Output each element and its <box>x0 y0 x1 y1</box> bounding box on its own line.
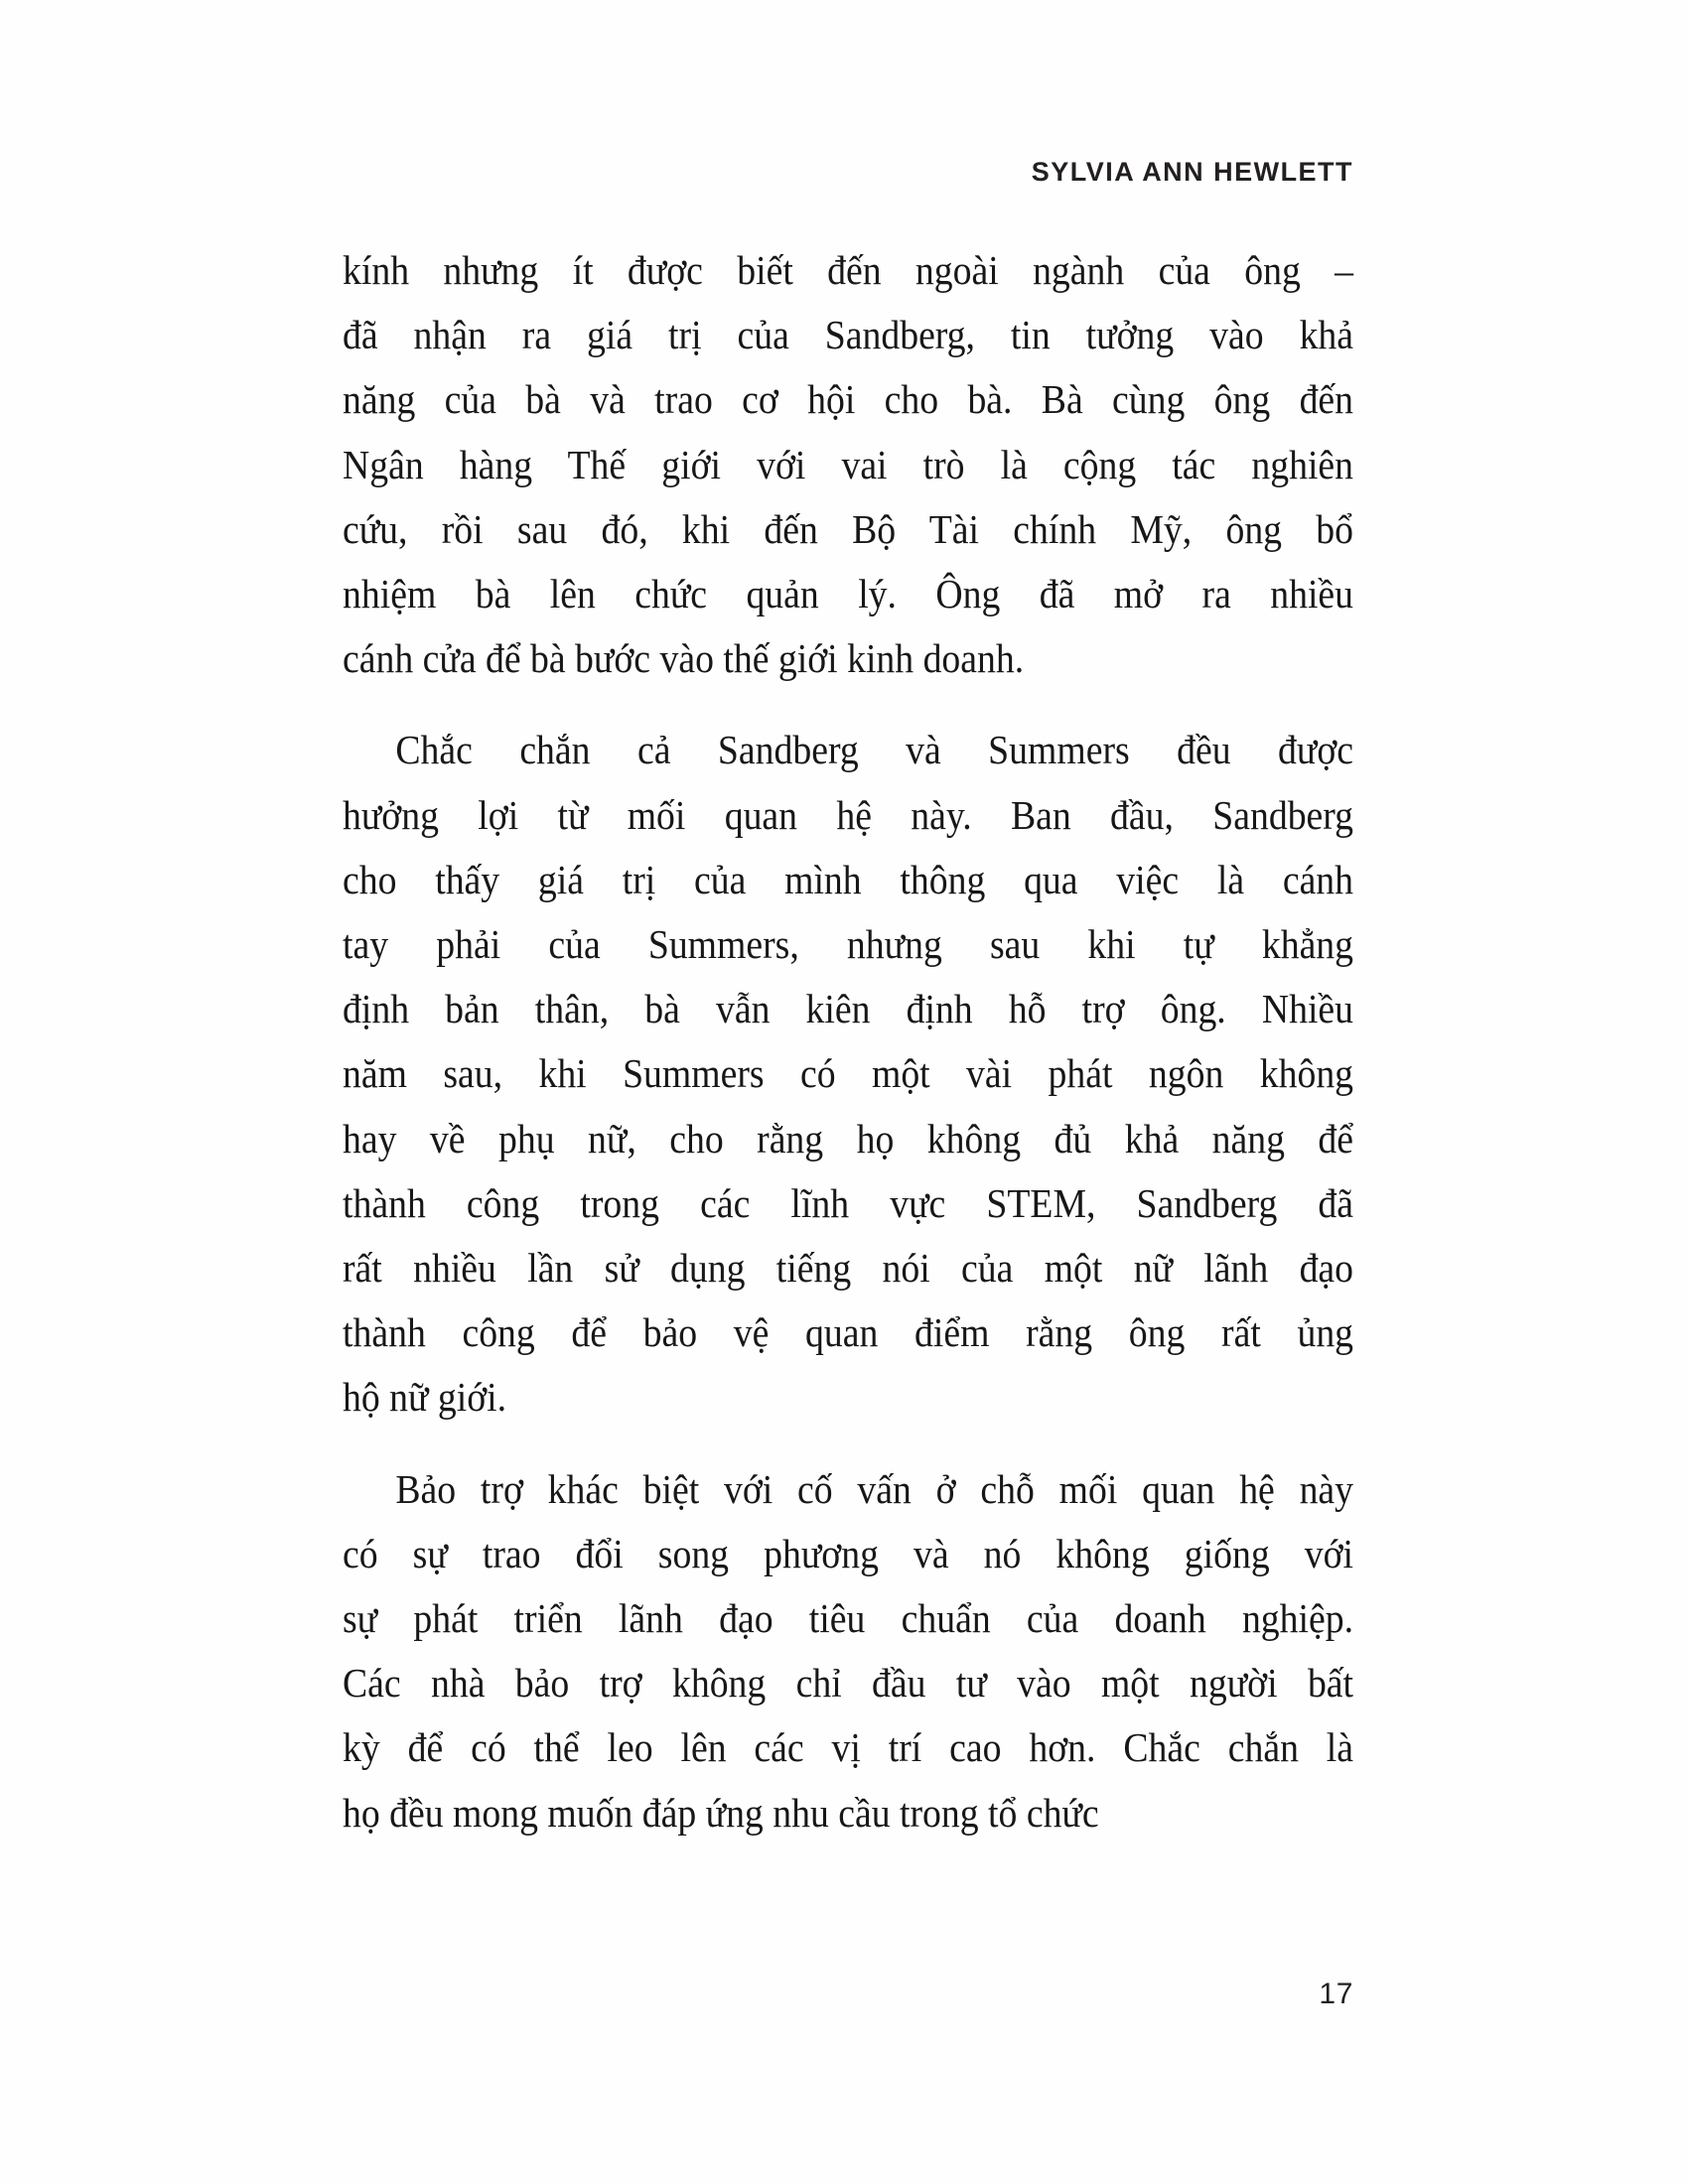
text-line: hộ nữ giới. <box>343 1374 507 1421</box>
text-line: kỳ để có thể leo lên các vị trí cao hơn. Chắc chắn là <box>343 1724 1354 1771</box>
body-text-column <box>343 238 1353 1845</box>
text-line: sự phát triển lãnh đạo tiêu chuẩn của doanh nghiệp. <box>343 1595 1354 1642</box>
text-line: cứu, rồi sau đó, khi đến Bộ Tài chính Mỹ, ông bổ <box>343 505 1354 552</box>
running-head: SYLVIA ANN HEWLETT <box>1031 157 1353 187</box>
text-line: đã nhận ra giá trị của Sandberg, tin tưởng vào khả <box>343 312 1354 358</box>
body-paragraph <box>343 1457 1353 1845</box>
text-line: Ngân hàng Thế giới với vai trò là cộng tác nghiên <box>343 441 1354 487</box>
text-line: tay phải của Summers, nhưng sau khi tự khẳng <box>343 921 1354 968</box>
page-number: 17 <box>1319 1978 1353 2010</box>
text-line: cho thấy giá trị của mình thông qua việc là cánh <box>343 856 1354 902</box>
text-line: hưởng lợi từ mối quan hệ này. Ban đầu, Sandberg <box>343 791 1354 838</box>
text-line: định bản thân, bà vẫn kiên định hỗ trợ ông. Nhiều <box>343 986 1354 1032</box>
text-line: năng của bà và trao cơ hội cho bà. Bà cùng ông đến <box>343 376 1354 423</box>
text-line: thành công để bảo vệ quan điểm rằng ông rất ủng <box>343 1309 1354 1356</box>
text-line: rất nhiều lần sử dụng tiếng nói của một nữ lãnh đạo <box>343 1245 1354 1292</box>
text-line: Các nhà bảo trợ không chỉ đầu tư vào một người bất <box>343 1660 1354 1706</box>
text-line: cánh cửa để bà bước vào thế giới kinh doanh. <box>343 635 1025 682</box>
text-line: thành công trong các lĩnh vực STEM, Sandberg đã <box>343 1179 1354 1226</box>
text-line: Bảo trợ khác biệt với cố vấn ở chỗ mối quan hệ này <box>395 1465 1354 1512</box>
text-line: kính nhưng ít được biết đến ngoài ngành của ông – <box>343 247 1354 293</box>
text-line: năm sau, khi Summers có một vài phát ngôn không <box>343 1050 1354 1097</box>
body-paragraph <box>343 718 1353 1430</box>
body-paragraph <box>343 238 1353 691</box>
text-line: nhiệm bà lên chức quản lý. Ông đã mở ra nhiều <box>343 571 1354 617</box>
text-line: có sự trao đổi song phương và nó không giống với <box>343 1530 1354 1576</box>
text-line: họ đều mong muốn đáp ứng nhu cầu trong tổ chức <box>343 1789 1099 1836</box>
text-line: hay về phụ nữ, cho rằng họ không đủ khả năng để <box>343 1115 1354 1161</box>
text-line: Chắc chắn cả Sandberg và Summers đều được <box>395 727 1354 773</box>
